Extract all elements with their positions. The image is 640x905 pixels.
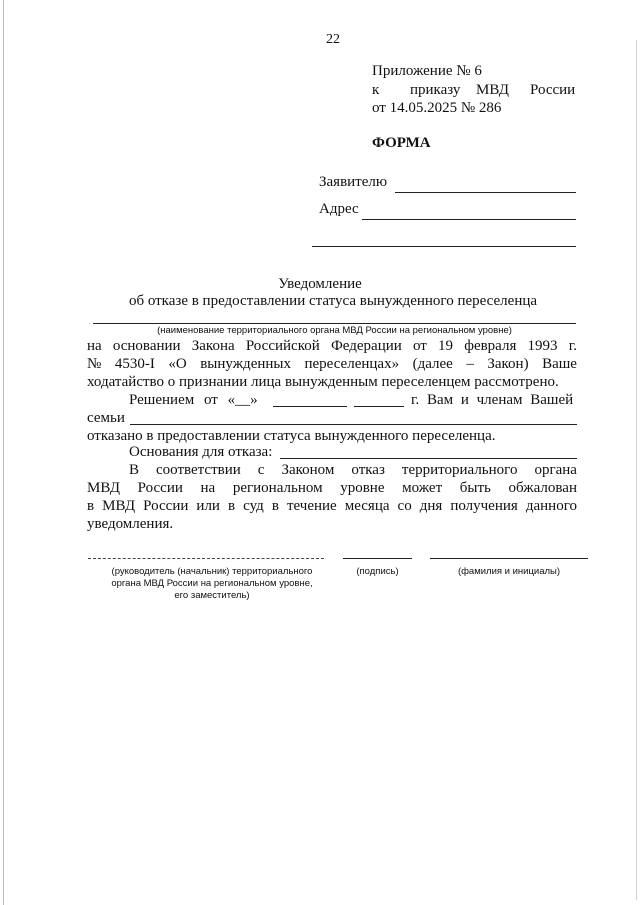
decision-month-line: [273, 406, 347, 407]
refusal-grounds-label: Основания для отказа:: [129, 444, 273, 460]
page-number: 22: [326, 32, 340, 47]
body-word: территориального: [401, 462, 518, 478]
appendix-word: МВД: [476, 82, 510, 98]
body-line: [87, 498, 577, 515]
form-label: ФОРМА: [372, 135, 431, 151]
full-name-caption: (фамилия и инициалы): [457, 566, 561, 577]
organization-field-line: [93, 323, 576, 324]
body-word: –: [466, 356, 474, 372]
body-line: [87, 338, 577, 355]
body-word: или: [196, 498, 220, 514]
body-word: может: [402, 480, 443, 496]
decision-date-text: Решением от «__»: [129, 392, 258, 408]
body-word: быть: [459, 480, 491, 496]
scan-edge-right: [636, 40, 637, 900]
body-word: на: [87, 338, 102, 354]
address-label: Адрес: [319, 201, 359, 217]
body-line: ходатайство о признании лица вынужденным переселенцем рассмотрено.: [87, 374, 559, 390]
body-word: месяца: [344, 498, 390, 514]
signature-line: [343, 558, 412, 559]
body-word: со: [397, 498, 412, 514]
body-line: отказано в предоставлении статуса вынужденного переселенца.: [87, 428, 496, 444]
body-word: февраля: [464, 338, 517, 354]
notice-title: Уведомление: [278, 276, 362, 292]
body-word: МВД: [87, 480, 121, 496]
body-word: переселенцах»: [304, 356, 400, 372]
refusal-grounds-line: [280, 458, 577, 459]
official-signature-line: [88, 558, 324, 559]
address-field-line: [362, 219, 576, 220]
body-word: данного: [525, 498, 577, 514]
body-word: получения: [450, 498, 518, 514]
body-word: №: [87, 356, 102, 372]
body-word: Законом: [281, 462, 335, 478]
body-word: Федерации: [330, 338, 402, 354]
notice-subtitle: об отказе в предоставлении статуса вынужденного переселенца: [128, 293, 538, 309]
applicant-field-line: [395, 192, 576, 193]
decision-text: г. Вам и членам Вашей: [411, 392, 574, 408]
body-word: основании: [112, 338, 181, 354]
body-word: уровне: [340, 480, 385, 496]
body-word: течение: [286, 498, 337, 514]
body-word: 1993: [527, 338, 558, 354]
scan-edge-left: [3, 0, 4, 905]
appendix-date: от 14.05.2025 № 286: [372, 100, 502, 116]
signature-caption: (подпись): [356, 566, 399, 577]
body-word: «О: [168, 356, 187, 372]
body-word: с: [257, 462, 265, 478]
body-word: на: [200, 480, 216, 496]
body-word: в: [228, 498, 236, 514]
body-word: Ваше: [542, 356, 577, 372]
decision-year-line: [354, 406, 404, 407]
body-word: в: [87, 498, 95, 514]
body-line: [87, 356, 577, 373]
applicant-label: Заявителю: [319, 174, 388, 190]
body-word: г.: [568, 338, 577, 354]
body-word: органа: [534, 462, 577, 478]
organization-caption: (наименование территориального органа МВД России на региональном уровне): [157, 325, 512, 336]
family-label: семьи: [87, 410, 125, 426]
address-field-line-2: [312, 246, 576, 247]
body-word: 19: [438, 338, 454, 354]
body-word: от: [412, 338, 427, 354]
appendix-word: приказу: [410, 82, 461, 98]
body-word: суд: [243, 498, 264, 514]
body-word: соответствии: [156, 462, 241, 478]
body-word: 4530-I: [114, 356, 155, 372]
body-word: России: [137, 480, 183, 496]
appendix-title: Приложение № 6: [372, 63, 482, 79]
body-word: В: [129, 462, 140, 478]
body-word: дня: [419, 498, 443, 514]
appendix-word: России: [530, 82, 576, 98]
body-word: обжалован: [508, 480, 577, 496]
body-word: вынужденных: [200, 356, 291, 372]
body-line: [129, 462, 577, 479]
body-word: в: [271, 498, 279, 514]
official-caption: (руководитель (начальник) территориального органа МВД России на региональном уровне, его заместитель): [111, 566, 313, 601]
family-field-line: [130, 424, 577, 425]
full-name-line: [430, 558, 588, 559]
body-word: Российской: [245, 338, 320, 354]
body-word: Закон): [487, 356, 529, 372]
body-word: (далее: [412, 356, 453, 372]
body-word: России: [143, 498, 189, 514]
body-line: уведомления.: [87, 516, 174, 532]
body-word: региональном: [232, 480, 323, 496]
body-word: отказ: [351, 462, 385, 478]
body-word: Закона: [191, 338, 235, 354]
body-word: МВД: [102, 498, 136, 514]
body-line: [87, 480, 577, 497]
appendix-word: к: [372, 82, 380, 98]
